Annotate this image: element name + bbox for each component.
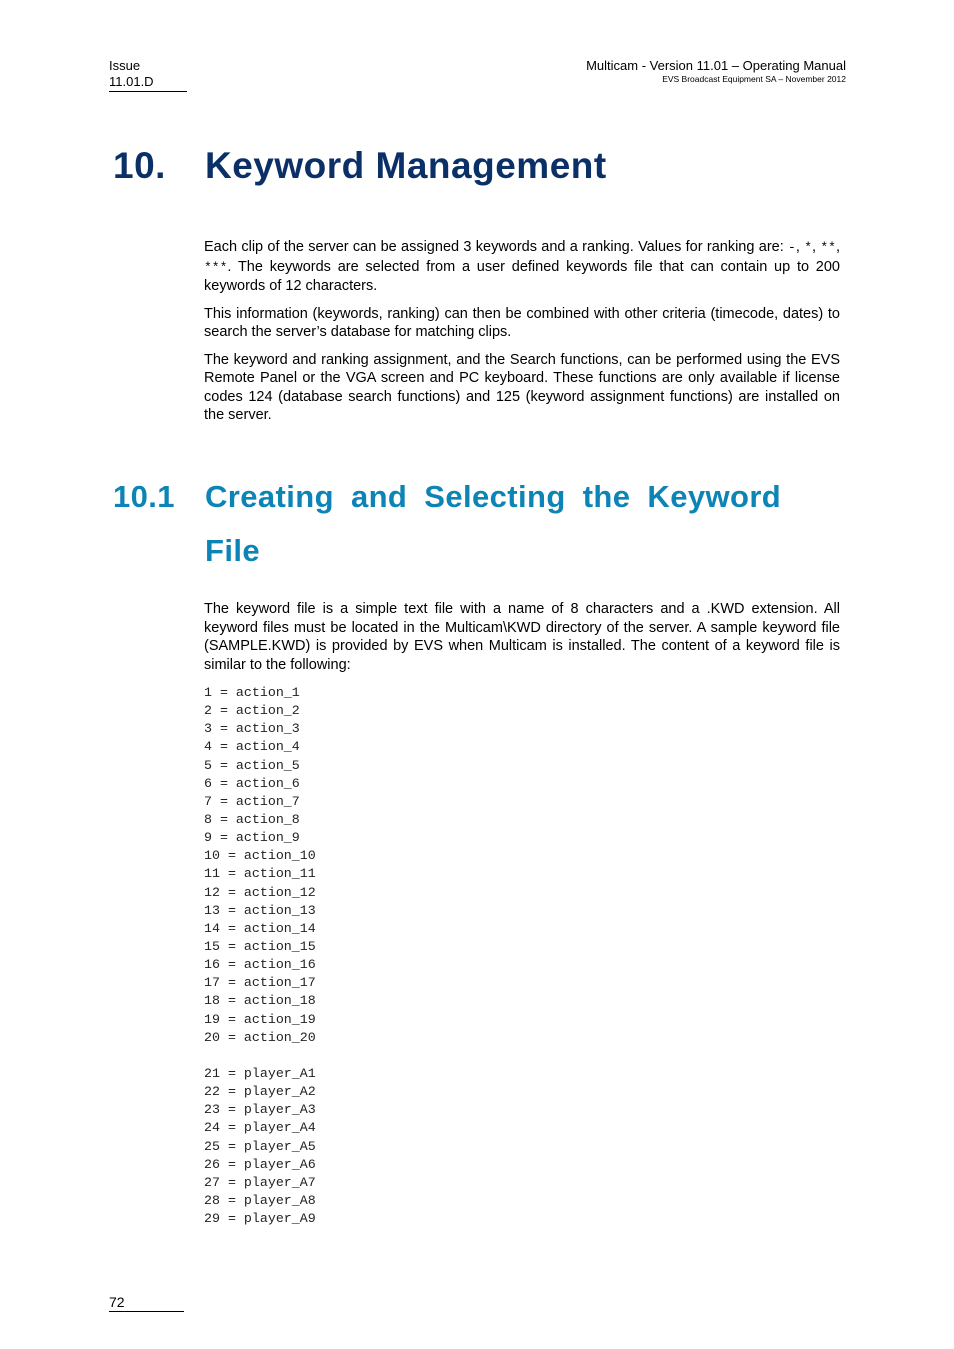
code-line: 16 = action_16 — [204, 957, 316, 973]
ranking-value-1: * — [804, 240, 813, 255]
separator: , — [795, 239, 805, 255]
code-line: 29 = player_A9 — [204, 1211, 316, 1227]
code-line: 25 = player_A5 — [204, 1138, 316, 1154]
code-line: 19 = action_19 — [204, 1011, 316, 1027]
header-issue-block — [109, 58, 187, 92]
code-line: 18 = action_18 — [204, 993, 316, 1009]
code-line: 17 = action_17 — [204, 975, 316, 991]
footer-divider — [109, 1311, 184, 1312]
intro-p1-start: Each clip of the server can be assigned 3 keywords and a ranking. Values for ranking are: — [204, 239, 789, 255]
separator: , — [812, 239, 821, 255]
code-line: 3 = action_3 — [204, 721, 300, 737]
section-title: Creating and Selecting the Keyword File — [205, 479, 782, 568]
page-footer — [109, 1294, 184, 1312]
code-line: 8 = action_8 — [204, 811, 300, 827]
section-paragraph-1: The keyword file is a simple text file with a name of 8 characters and a .KWD extension. All keyword files must be located in the Multicam\KWD directory of the server. A sample keyword file (SAMPLE.KWD) is provided by EVS when Multicam is installed. The content of a keyword file is similar to the following: — [204, 601, 840, 673]
section-number: 10.1 — [113, 479, 175, 514]
header-title-block — [586, 58, 846, 85]
code-blank-line — [204, 1047, 316, 1065]
page-number: 72 — [109, 1294, 125, 1310]
manual-title: Multicam - Version 11.01 – Operating Manual — [586, 58, 846, 73]
code-line: 22 = player_A2 — [204, 1084, 316, 1100]
code-line: 10 = action_10 — [204, 848, 316, 864]
code-line: 9 = action_9 — [204, 830, 300, 846]
chapter-title: Keyword Management — [205, 145, 607, 186]
intro-paragraph-2: This information (keywords, ranking) can then be combined with other criteria (timecode, dates) to search the server’s database for matching clips. — [204, 305, 840, 340]
code-line: 21 = player_A1 — [204, 1065, 316, 1081]
intro-text — [204, 238, 840, 434]
code-line: 12 = action_12 — [204, 884, 316, 900]
code-line: 2 = action_2 — [204, 703, 300, 719]
issue-number: 11.01.D — [109, 74, 154, 89]
code-line: 23 = player_A3 — [204, 1102, 316, 1118]
keyword-file-sample — [204, 684, 316, 1228]
code-line: 28 = player_A8 — [204, 1192, 316, 1208]
code-line: 14 = action_14 — [204, 920, 316, 936]
issue-label: Issue — [109, 58, 141, 73]
code-line: 20 = action_20 — [204, 1029, 316, 1045]
section-text — [204, 600, 840, 683]
code-line: 15 = action_15 — [204, 938, 316, 954]
chapter-number: 10. — [113, 145, 166, 186]
code-line: 24 = player_A4 — [204, 1120, 316, 1136]
separator: , — [835, 239, 840, 255]
code-line: 27 = player_A7 — [204, 1174, 316, 1190]
ranking-value-none: - — [788, 240, 796, 255]
code-line: 6 = action_6 — [204, 775, 300, 791]
intro-paragraph-1 — [204, 238, 840, 296]
code-line: 26 = player_A6 — [204, 1156, 316, 1172]
manual-subtitle: EVS Broadcast Equipment SA – November 2012 — [662, 74, 846, 84]
code-line: 13 = action_13 — [204, 902, 316, 918]
chapter-heading — [113, 145, 607, 187]
ranking-value-3: *** — [204, 259, 228, 275]
code-line: 5 = action_5 — [204, 757, 300, 773]
header-divider — [109, 91, 187, 92]
code-line: 7 = action_7 — [204, 793, 300, 809]
ranking-value-2: ** — [820, 240, 836, 255]
code-line: 4 = action_4 — [204, 739, 300, 755]
intro-paragraph-3: The keyword and ranking assignment, and the Search functions, can be performed using the EVS Remote Panel or the VGA screen and PC keyboard. These functions are only available if license codes 124 (database search functions) and 125 (keyword assignment functions) are installed on the server. — [204, 351, 840, 423]
intro-p1-end: . The keywords are selected from a user defined keywords file that can contain up to 200 keywords of 12 characters. — [204, 258, 840, 294]
code-line: 1 = action_1 — [204, 685, 300, 700]
code-line: 11 = action_11 — [204, 866, 316, 882]
